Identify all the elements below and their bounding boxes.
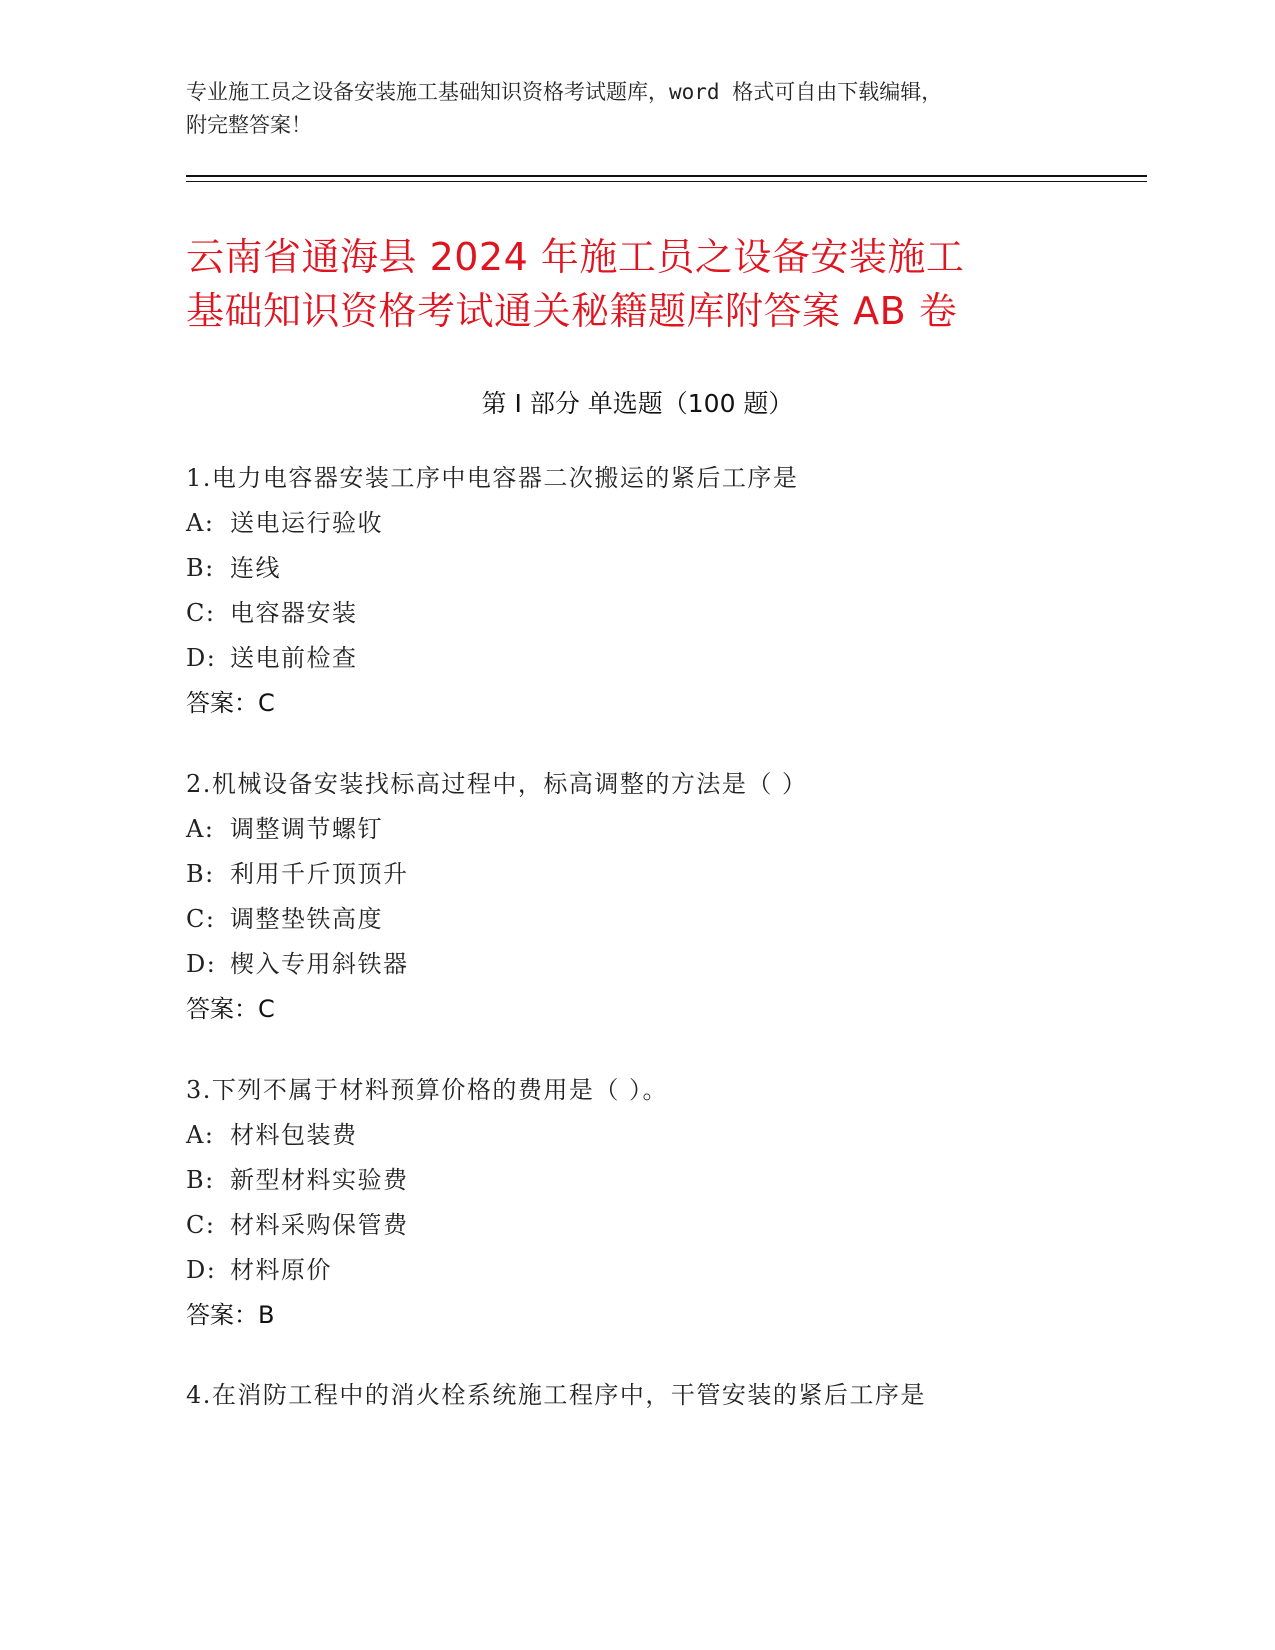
option-key: C: (186, 1211, 216, 1239)
answer-line: 答案：C (186, 995, 275, 1023)
option-text: 利用千斤顶顶升 (230, 860, 409, 888)
option-c (186, 1203, 1106, 1248)
option-text: 材料原价 (230, 1256, 332, 1284)
option-d (186, 636, 1106, 681)
option-key: D: (186, 1256, 217, 1284)
header-divider-thick (186, 175, 1147, 177)
option-d (186, 942, 1106, 987)
option-key: C: (186, 905, 216, 933)
option-text: 材料包装费 (230, 1121, 358, 1149)
question-stem: 4.在消防工程中的消火栓系统施工程序中，干管安装的紧后工序是 (186, 1381, 926, 1409)
option-a (186, 501, 1106, 546)
option-a (186, 1113, 1106, 1158)
option-text: 新型材料实验费 (230, 1166, 409, 1194)
question-stem: 2.机械设备安装找标高过程中，标高调整的方法是（ ） (186, 770, 808, 798)
option-d (186, 1248, 1106, 1293)
answer-line: 答案：B (186, 1301, 275, 1329)
document-title-line-2: 基础知识资格考试通关秘籍题库附答案 AB 卷 (186, 289, 958, 333)
option-text: 楔入专用斜铁器 (230, 950, 409, 978)
option-c (186, 897, 1106, 942)
section-title: 第 I 部分 单选题（100 题） (481, 389, 794, 418)
option-key: D: (186, 644, 217, 672)
option-text: 调整调节螺钉 (230, 815, 383, 843)
option-text: 调整垫铁高度 (230, 905, 383, 933)
question-stem: 3.下列不属于材料预算价格的费用是（ ）。 (186, 1076, 669, 1104)
option-key: A: (186, 1121, 215, 1149)
header-note-line-2: 附完整答案！ (186, 113, 312, 137)
option-key: B: (186, 860, 215, 888)
answer-line: 答案：C (186, 689, 275, 717)
option-text: 送电运行验收 (230, 509, 383, 537)
header-divider-thin (186, 181, 1147, 182)
option-a (186, 807, 1106, 852)
option-b (186, 1158, 1106, 1203)
option-text: 电容器安装 (230, 599, 358, 627)
option-key: A: (186, 815, 215, 843)
option-key: D: (186, 950, 217, 978)
option-key: B: (186, 554, 215, 582)
question-2 (186, 762, 1106, 1032)
option-c (186, 591, 1106, 636)
document-title-line-1: 云南省通海县 2024 年施工员之设备安装施工 (186, 235, 965, 279)
option-b (186, 852, 1106, 897)
option-b (186, 546, 1106, 591)
header-note-line-1: 专业施工员之设备安装施工基础知识资格考试题库，word 格式可自由下载编辑， (186, 80, 943, 104)
header-note (186, 76, 1086, 142)
document-title (186, 230, 1106, 338)
question-1 (186, 456, 1106, 726)
question-4 (186, 1373, 1106, 1418)
option-text: 连线 (230, 554, 281, 582)
option-key: A: (186, 509, 215, 537)
question-3 (186, 1068, 1106, 1338)
option-text: 送电前检查 (230, 644, 358, 672)
option-text: 材料采购保管费 (230, 1211, 409, 1239)
option-key: C: (186, 599, 216, 627)
option-key: B: (186, 1166, 215, 1194)
question-stem: 1.电力电容器安装工序中电容器二次搬运的紧后工序是 (186, 464, 799, 492)
